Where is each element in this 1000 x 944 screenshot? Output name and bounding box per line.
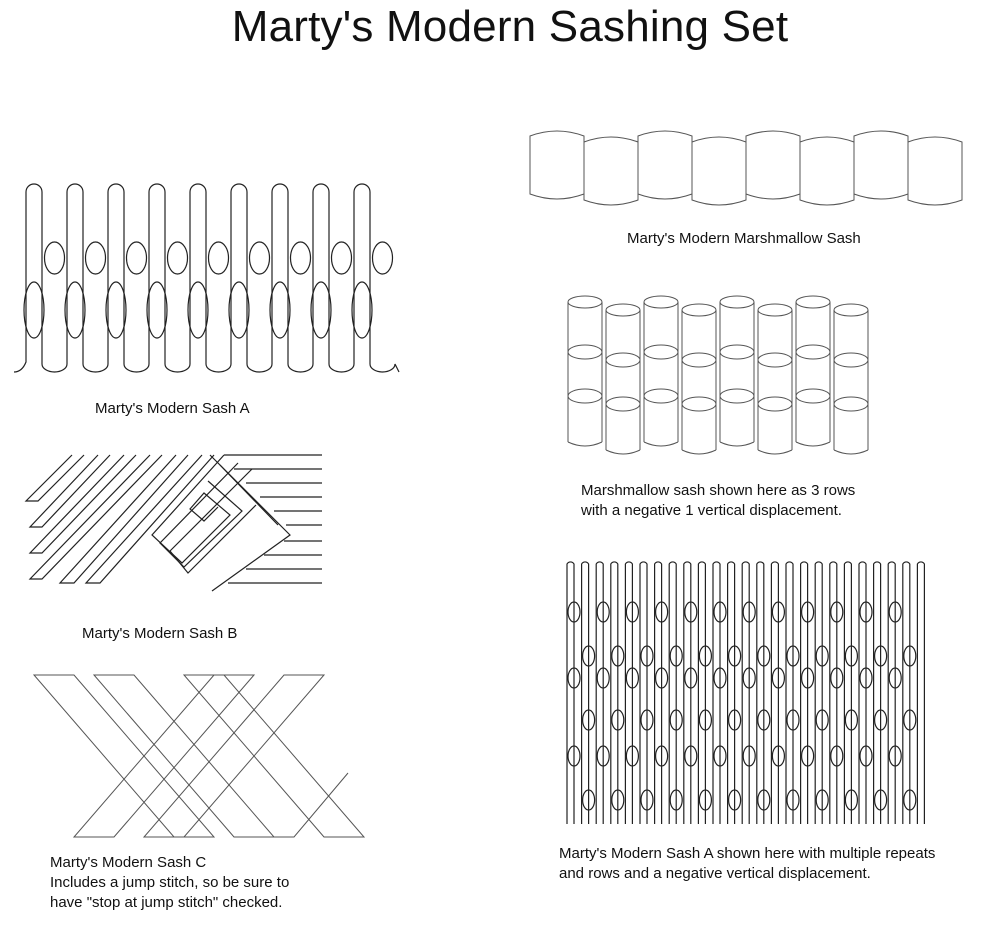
sash-a-repeats-caption-line-2: and rows and a negative vertical displacement.: [559, 865, 871, 882]
marshmallow-pattern: [528, 128, 968, 208]
sash-a-repeats-pattern: [564, 556, 934, 826]
page-title: Marty's Modern Sashing Set: [231, 2, 789, 51]
marshmallow-rows-caption-line-2: with a negative 1 vertical displacement.: [581, 502, 842, 519]
sash-c-note-line-1: Includes a jump stitch, so be sure to: [50, 874, 290, 891]
sash-a-caption: Marty's Modern Sash A: [95, 400, 250, 417]
sash-a-pattern: [14, 178, 414, 378]
sash-a-repeats-caption-line-1: Marty's Modern Sash A shown here with multiple repeats: [559, 845, 936, 862]
sash-c-caption: Marty's Modern Sash C: [50, 854, 207, 871]
marshmallow-rows-caption-line-1: Marshmallow sash shown here as 3 rows: [581, 482, 856, 499]
marshmallow-caption: Marty's Modern Marshmallow Sash: [627, 230, 861, 247]
marshmallow-rows-pattern: [566, 292, 886, 452]
sash-a-repeats-caption-block: [559, 844, 935, 884]
marshmallow-rows-caption-block: [581, 481, 855, 521]
sash-c-note-line-2: have "stop at jump stitch" checked.: [50, 894, 283, 911]
sash-b-caption: Marty's Modern Sash B: [82, 625, 238, 642]
sash-b-pattern: [24, 455, 354, 595]
sash-c-pattern: [34, 673, 364, 839]
sash-c-caption-block: [50, 853, 289, 913]
